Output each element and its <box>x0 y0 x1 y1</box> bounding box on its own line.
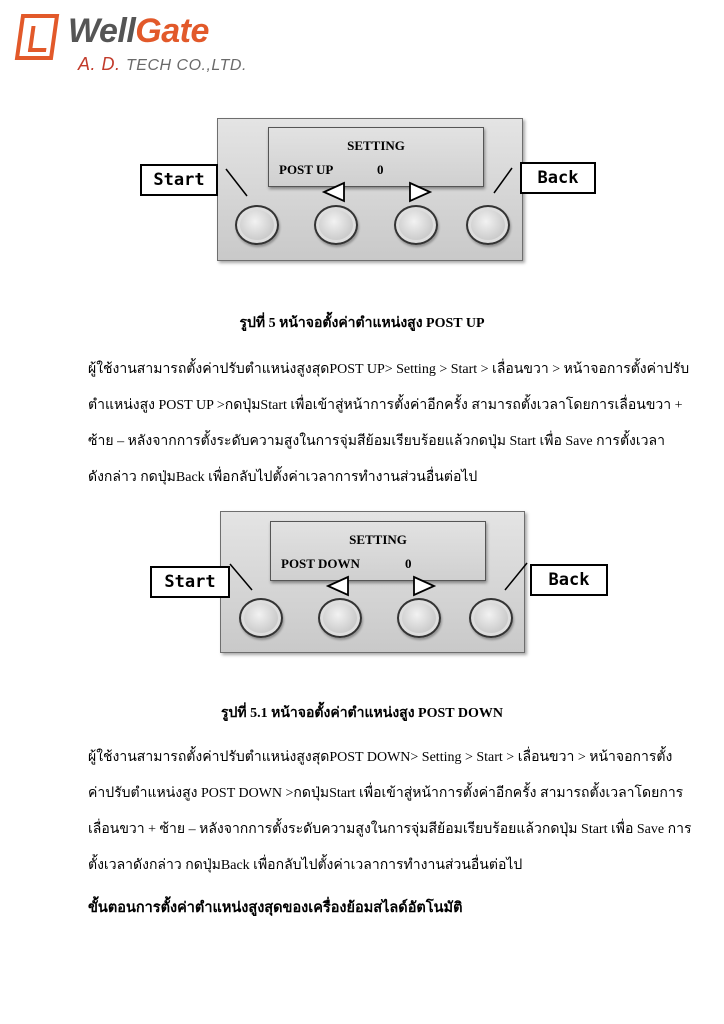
logo-brand-gate: Gate <box>135 12 209 50</box>
lcd-title: SETTING <box>347 138 405 153</box>
paragraph2-line: ตั้งเวลาดังกล่าว กดปุ่มBack เพื่อกลับไปตั้งค่าเวลาการทำงานส่วนอื่นต่อไป <box>88 858 523 873</box>
section-heading: ขั้นตอนการตั้งค่าตำแหน่งสูงสุดของเครื่องย้อมสไลด์อัตโนมัติ <box>88 900 463 916</box>
start-callout: Start <box>140 164 218 196</box>
paragraph1-line: ซ้าย – หลังจากการตั้งระดับความสูงในการจุ่มสีย้อมเรียบร้อยแล้วกดปุ่ม Start เพื่อ Save การตั้งเวลา <box>88 434 665 449</box>
paragraph1-line: ดังกล่าว กดปุ่มBack เพื่อกลับไปตั้งค่าเวลาการทำงานส่วนอื่นต่อไป <box>88 470 478 485</box>
button-right[interactable] <box>397 598 441 638</box>
figure2-caption: รูปที่ 5.1 หน้าจอตั้งค่าตำแหน่งสูง POST DOWN <box>221 706 503 721</box>
back-leader-line <box>505 563 527 590</box>
button-back[interactable] <box>469 598 513 638</box>
lcd-label: POST DOWN <box>281 556 360 571</box>
right-arrow-icon <box>414 577 434 595</box>
back-callout: Back <box>530 564 608 596</box>
start-leader-line <box>230 564 252 590</box>
logo-sub-company: TECH CO.,LTD. <box>126 57 247 74</box>
start-callout: Start <box>150 566 230 598</box>
back-callout: Back <box>520 162 596 194</box>
paragraph-post-down <box>88 744 698 879</box>
left-arrow-icon <box>328 577 348 595</box>
figure1-caption: รูปที่ 5 หน้าจอตั้งค่าตำแหน่งสูง POST UP <box>239 316 485 331</box>
logo-brand-well: Well <box>68 12 136 50</box>
paragraph2-line: เลื่อนขวา + ซ้าย – หลังจากการตั้งระดับความสูงในการจุ่มสีย้อมเรียบร้อยแล้วกดปุ่ม Start เพื่อ Save การ <box>88 822 692 837</box>
lcd-value: 0 <box>377 162 384 177</box>
lcd-label: POST UP <box>279 162 334 177</box>
lcd-title: SETTING <box>349 532 407 547</box>
button-left[interactable] <box>318 598 362 638</box>
paragraph2-line: ผู้ใช้งานสามารถตั้งค่าปรับตำแหน่งสูงสุดPOST DOWN> Setting > Start > เลื่อนขวา > หน้าจอการตั้ง <box>88 750 673 765</box>
button-start[interactable] <box>239 598 283 638</box>
paragraph2-line: ค่าปรับตำแหน่งสูง POST DOWN >กดปุ่มStart เพื่อเข้าสู่หน้าการตั้งค่าอีกครั้ง สามารถตั้งเวลาโดยการ <box>88 786 684 801</box>
paragraph1-line: ตำแหน่งสูง POST UP >กดปุ่มStart เพื่อเข้าสู่หน้าการตั้งค่าอีกครั้ง สามารถตั้งเวลาโดยการเลื่อนขวา + <box>88 398 683 413</box>
lcd-value: 0 <box>405 556 412 571</box>
logo-sub-ad: A. D. <box>78 54 121 74</box>
paragraph1-line: ผู้ใช้งานสามารถตั้งค่าปรับตำแหน่งสูงสุดPOST UP> Setting > Start > เลื่อนขวา > หน้าจอการตั้งค่าปรับ <box>88 362 690 377</box>
